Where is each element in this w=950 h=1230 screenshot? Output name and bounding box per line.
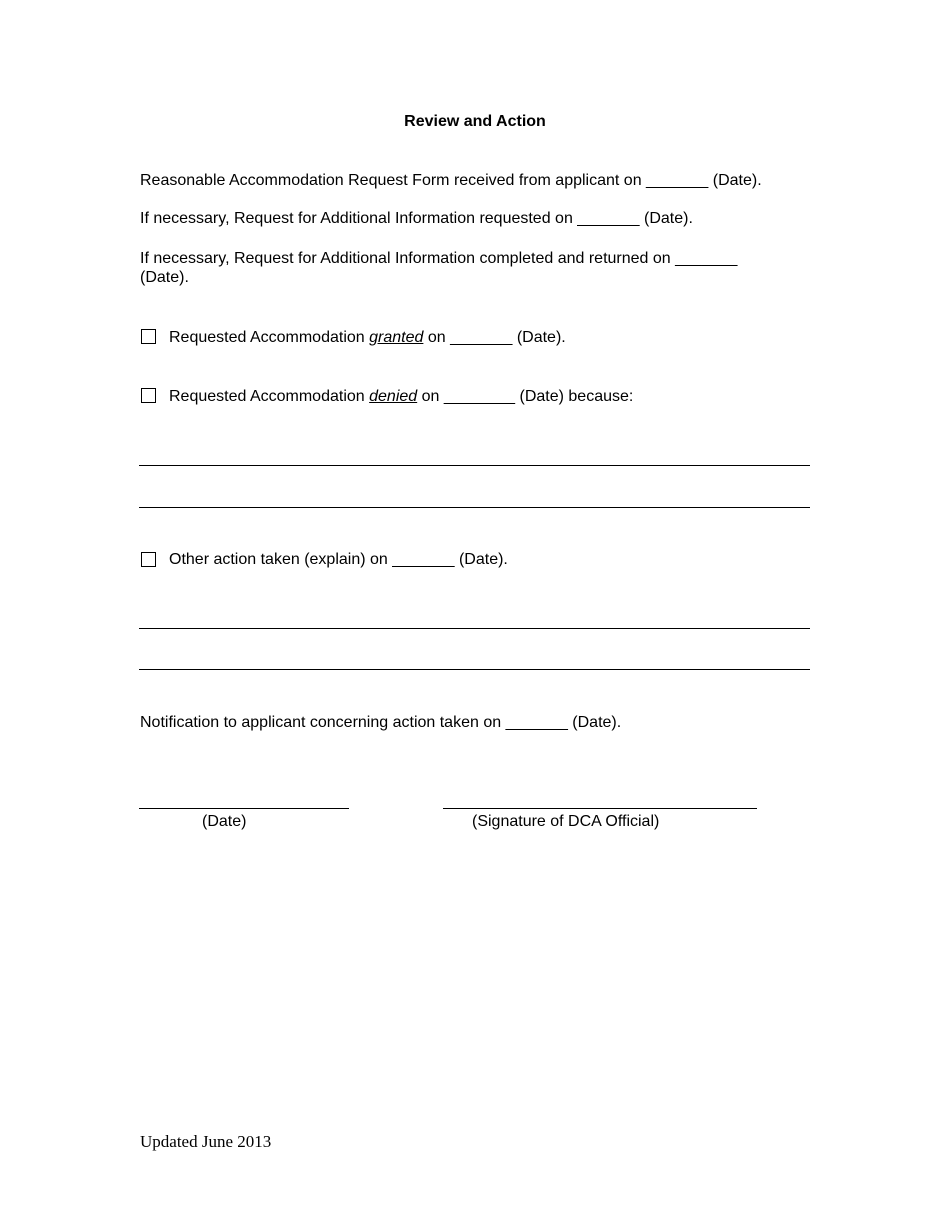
denied-emphasis: denied bbox=[369, 388, 418, 405]
info-completed-line-continued: (Date). bbox=[140, 269, 189, 286]
date-signature-label: (Date) bbox=[202, 813, 247, 830]
denied-checkbox[interactable] bbox=[141, 388, 156, 403]
granted-emphasis: granted bbox=[369, 329, 424, 346]
updated-footer: Updated June 2013 bbox=[140, 1132, 272, 1151]
other-action-explain-line-1[interactable] bbox=[139, 628, 810, 629]
granted-suffix: on _______ (Date). bbox=[423, 329, 566, 346]
official-signature-line[interactable] bbox=[443, 808, 757, 809]
other-action-line: Other action taken (explain) on _______ (Date). bbox=[169, 551, 508, 568]
official-signature-label: (Signature of DCA Official) bbox=[472, 813, 660, 830]
granted-prefix: Requested Accommodation bbox=[169, 329, 370, 346]
other-action-checkbox[interactable] bbox=[141, 552, 156, 567]
date-signature-line[interactable] bbox=[139, 808, 349, 809]
received-date-line: Reasonable Accommodation Request Form received from applicant on _______ (Date). bbox=[140, 172, 762, 189]
notification-line: Notification to applicant concerning action taken on _______ (Date). bbox=[140, 714, 622, 731]
denied-line bbox=[169, 387, 633, 407]
other-action-explain-line-2[interactable] bbox=[139, 669, 810, 670]
denied-prefix: Requested Accommodation bbox=[169, 388, 370, 405]
page-title: Review and Action bbox=[404, 113, 546, 130]
granted-checkbox[interactable] bbox=[141, 329, 156, 344]
granted-line bbox=[169, 328, 566, 348]
denied-reason-line-2[interactable] bbox=[139, 507, 810, 508]
denied-suffix: on ________ (Date) because: bbox=[417, 388, 634, 405]
denied-reason-line-1[interactable] bbox=[139, 465, 810, 466]
info-completed-line: If necessary, Request for Additional Information completed and returned on _______ bbox=[140, 250, 738, 267]
info-requested-line: If necessary, Request for Additional Information requested on _______ (Date). bbox=[140, 210, 693, 227]
